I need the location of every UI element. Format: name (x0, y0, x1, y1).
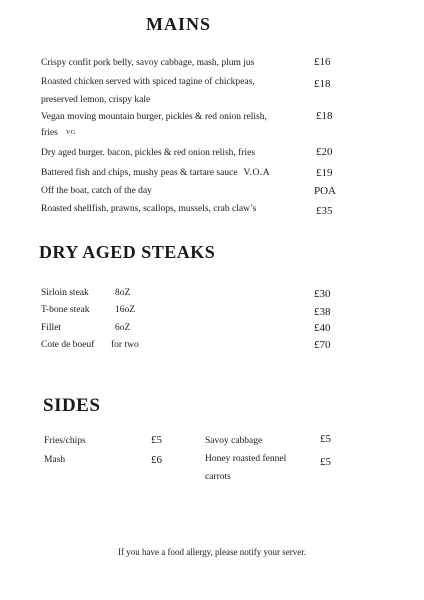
voa-tag: V.O.A (243, 168, 271, 178)
steak-2-name: T-bone steak (41, 305, 90, 315)
steak-4-size: for two (111, 340, 139, 350)
steak-1-price: £30 (314, 288, 331, 300)
side-1-price: £5 (151, 434, 162, 446)
side-4-price: £5 (320, 456, 331, 468)
mains-item-1-name: Crispy confit pork belly, savoy cabbage, mash, plum jus (41, 58, 255, 68)
mains-item-5-price: £19 (316, 167, 333, 179)
sides-heading: SIDES (43, 395, 101, 416)
mains-item-3-name-cont (41, 128, 75, 138)
steak-4-name: Cote de boeuf (41, 340, 95, 350)
vegan-tag: VG (65, 129, 76, 136)
steak-2-price: £38 (314, 306, 331, 318)
mains-item-5-name (41, 168, 270, 178)
mains-item-2-name-cont: preserved lemon, crispy kale (41, 95, 151, 105)
mains-item-6-price: POA (314, 185, 337, 197)
mains-item-3-name: Vegan moving mountain burger, pickles & red onion relish, (41, 112, 267, 122)
steak-3-size: 6oZ (115, 323, 131, 333)
steak-1-name: Sirloin steak (41, 288, 89, 298)
steaks-heading: DRY AGED STEAKS (39, 242, 216, 262)
side-2-price: £6 (151, 454, 162, 466)
mains-item-2-name: Roasted chicken served with spiced tagine of chickpeas, (41, 77, 255, 87)
steak-3-price: £40 (314, 322, 331, 334)
mains-item-2-price: £18 (314, 78, 331, 90)
mains-item-6-name: Off the boat, catch of the day (41, 186, 152, 196)
mains-item-3-name-cont-text: fries (41, 128, 58, 138)
mains-item-3-price: £18 (316, 110, 333, 122)
mains-heading: MAINS (146, 14, 212, 34)
mains-item-1-price: £16 (314, 56, 331, 68)
steak-2-size: 16oZ (115, 305, 136, 315)
side-4-name: Honey roasted fennel (205, 454, 287, 464)
side-1-name: Fries/chips (44, 436, 86, 446)
steak-4-price: £70 (314, 339, 331, 351)
side-4-name-cont: carrots (205, 472, 231, 482)
side-3-name: Savoy cabbage (205, 436, 263, 446)
steak-3-name: Fillet (41, 323, 62, 333)
side-2-name: Mash (44, 455, 66, 465)
mains-item-4-price: £20 (316, 146, 333, 158)
mains-item-5-name-text: Battered fish and chips, mushy peas & tartare sauce (41, 168, 238, 178)
allergy-notice: If you have a food allergy, please notify your server. (118, 547, 306, 557)
side-3-price: £5 (320, 433, 331, 445)
mains-item-7-name: Roasted shellfish, prawns, scallops, mussels, crab claw’s (41, 204, 257, 214)
steak-1-size: 8oZ (115, 288, 131, 298)
mains-item-7-price: £35 (316, 205, 333, 217)
mains-item-4-name: Dry aged burger. bacon, pickles & red onion relish, fries (41, 148, 256, 158)
